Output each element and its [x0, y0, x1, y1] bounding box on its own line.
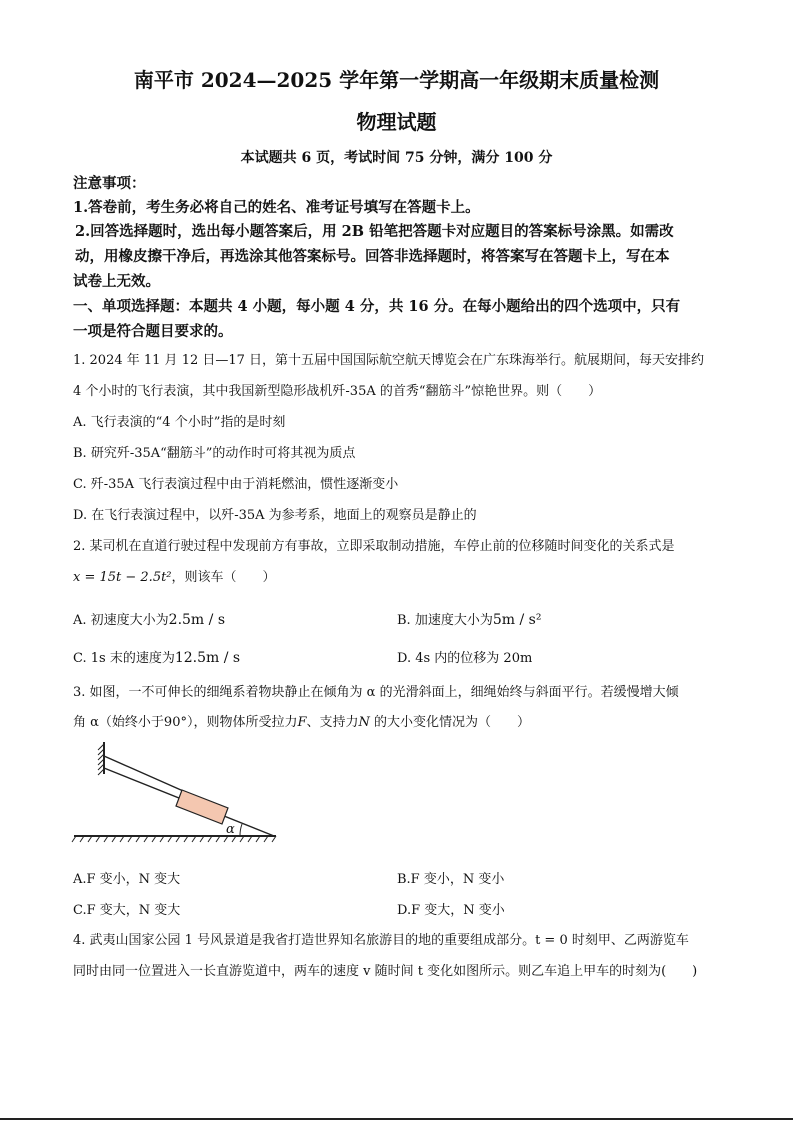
q2-option-d: D. 4s 内的位移为 20m — [397, 651, 533, 666]
q1-stem-line-1: 1. 2024 年 11 月 12 日—17 日，第十五届中国国际航空航天博览会在广东珠海举行。航展期间，每天安排约 — [73, 353, 705, 368]
angle-label: α — [226, 822, 235, 837]
q1-option-a: A. 飞行表演的“4 个小时”指的是时刻 — [73, 415, 286, 430]
notice-heading: 注意事项： — [73, 175, 146, 192]
q3-stem-part-b: ），则物体所受拉力 — [186, 715, 298, 730]
rope — [104, 756, 190, 794]
q3-symbol-f: F — [297, 715, 307, 730]
q3-symbol-n: N — [358, 715, 370, 730]
notice-item-2-line-1: 2.回答选择题时，选出每小题答案后，用 2B 铅笔把答题卡对应题目的答案标号涂黑。如需改 — [75, 223, 674, 240]
exam-title: 南平市 2024—2025 学年第一学期高一年级期末质量检测 — [133, 68, 660, 92]
incline-diagram — [70, 738, 285, 850]
q3-stem-part-d: 的大小变化情况为（ ） — [369, 715, 531, 730]
q2-option-c — [73, 647, 240, 666]
subject-title: 物理试题 — [356, 110, 437, 134]
q3-stem-part-c: 、支持力 — [306, 715, 359, 730]
q2-option-c-value: 12.5m / s — [174, 650, 241, 666]
q3-stem-part-a: 角 α（始终小于 — [73, 715, 164, 730]
q2-stem-line-1: 2. 某司机在直道行驶过程中发现前方有事故，立即采取制动措施，车停止前的位移随时间变化的关系式是 — [73, 539, 675, 554]
section-1-heading-line-1: 一、单项选择题：本题共 4 小题，每小题 4 分，共 16 分。在每小题给出的四个选项中，只有 — [73, 298, 681, 315]
q3-option-a: A.F 变小，N 变大 — [73, 872, 181, 887]
notice-item-2-line-2: 动，用橡皮擦干净后，再选涂其他答案标号。回答非选择题时，将答案写在答题卡上，写在本 — [75, 248, 670, 265]
q3-stem-line-2 — [73, 711, 530, 730]
q2-option-a-value: 2.5m / s — [168, 612, 225, 628]
q2-option-a-label: A. 初速度大小为 — [73, 613, 169, 628]
q2-stem-tail: ，则该车（ ） — [171, 570, 276, 585]
section-1-heading-line-2: 一项是符合题目要求的。 — [73, 323, 233, 340]
block — [176, 790, 228, 824]
q4-stem-line-1: 4. 武夷山国家公园 1 号风景道是我省打造世界知名旅游目的地的重要组成部分。t = 0 时刻甲、乙两游览车 — [73, 933, 689, 948]
exam-info: 本试题共 6 页，考试时间 75 分钟，满分 100 分 — [240, 150, 553, 166]
q2-option-b-value: 5m / s² — [492, 612, 542, 628]
q3-stem-line-1: 3. 如图，一不可伸长的细绳系着物块静止在倾角为 α 的光滑斜面上，细绳始终与斜面平行。若缓慢增大倾 — [73, 685, 679, 700]
notice-item-2-line-3: 试卷上无效。 — [73, 273, 160, 290]
q1-option-d: D. 在飞行表演过程中，以歼-35A 为参考系，地面上的观察员是静止的 — [73, 508, 477, 523]
q1-option-b: B. 研究歼-35A“翻筋斗”的动作时可将其视为质点 — [73, 446, 356, 461]
q3-option-c: C.F 变大，N 变大 — [73, 903, 181, 918]
q2-option-c-label: C. 1s 末的速度为 — [73, 651, 175, 666]
q2-formula: x = 15t − 2.5t² — [73, 570, 172, 585]
page-bottom-rule — [0, 1118, 793, 1120]
q1-option-c: C. 歼-35A 飞行表演过程中由于消耗燃油，惯性逐渐变小 — [73, 477, 399, 492]
notice-item-1: 1.答卷前，考生务必将自己的姓名、准考证号填写在答题卡上。 — [73, 199, 480, 216]
q4-stem-line-2: 同时由同一位置进入一长直游览道中，两车的速度 v 随时间 t 变化如图所示。则乙车追上甲车的时刻为( ) — [73, 964, 698, 979]
q3-option-d: D.F 变大，N 变小 — [397, 903, 505, 918]
q3-angle-limit: 90° — [163, 715, 187, 730]
q2-option-b — [397, 609, 541, 628]
angle-arc — [240, 824, 242, 836]
q2-option-b-label: B. 加速度大小为 — [397, 613, 493, 628]
q2-stem-line-2 — [73, 566, 276, 585]
q2-option-a — [73, 609, 225, 628]
q3-option-b: B.F 变小，N 变小 — [397, 872, 505, 887]
q1-stem-line-2: 4 个小时的飞行表演，其中我国新型隐形战机歼-35A 的首秀“翻筋斗”惊艳世界。则（ ） — [73, 384, 602, 399]
